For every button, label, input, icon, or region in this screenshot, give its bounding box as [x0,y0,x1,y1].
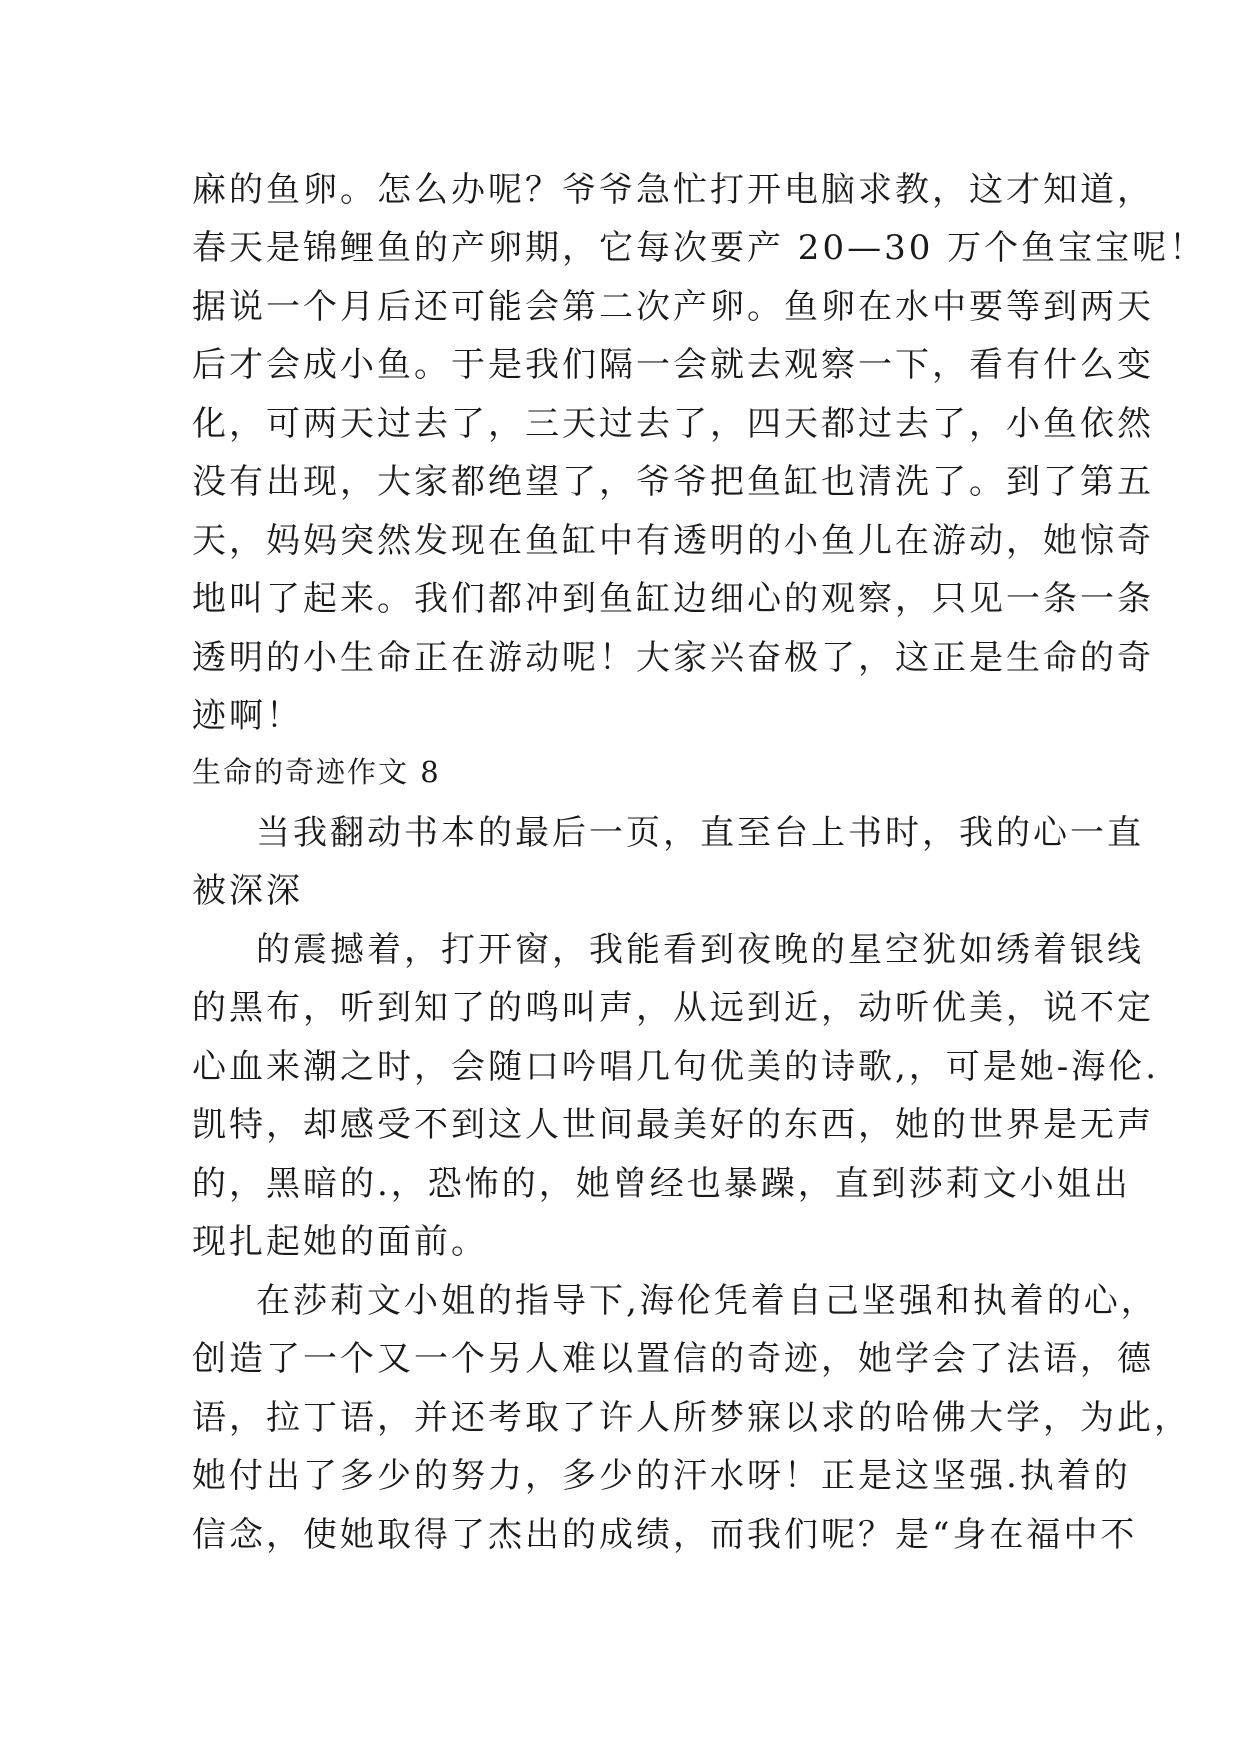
text-line: 后才会成小鱼。于是我们隔一会就去观察一下，看有什么变 [192,345,1154,385]
text-line: 信念，使她取得了杰出的成绩，而我们呢？是“身在福中不 [192,1515,1138,1555]
text-line: 语，拉丁语，并还考取了许人所梦寐以求的哈佛大学，为此， [192,1398,1191,1438]
text-line: 透明的小生命正在游动呢！大家兴奋极了，这正是生命的奇 [192,638,1154,678]
text-line: 天，妈妈突然发现在鱼缸中有透明的小鱼儿在游动，她惊奇 [192,521,1154,561]
text-line: 化，可两天过去了，三天过去了，四天都过去了，小鱼依然 [192,404,1154,444]
text-line: 凯特，却感受不到这人世间最美好的东西，她的世界是无声 [192,1105,1154,1145]
text-line: 据说一个月后还可能会第二次产卵。鱼卵在水中要等到两天 [192,287,1154,327]
text-line: 现扎起她的面前。 [192,1222,488,1262]
text-line: 迹啊！ [192,696,303,736]
text-line: 心血来潮之时，会随口吟唱几句优美的诗歌,，可是她-海伦. [192,1047,1160,1087]
text-line: 在莎莉文小姐的指导下,海伦凭着自己坚强和执着的心， [256,1281,1158,1321]
text-line: 当我翻动书本的最后一页，直至台上书时，我的心一直 [256,813,1144,853]
text-line: 创造了一个又一个另人难以置信的奇迹，她学会了法语，德 [192,1339,1154,1379]
text-line: 的黑布，听到知了的鸣叫声，从远到近，动听优美，说不定 [192,988,1154,1028]
text-line: 麻的鱼卵。怎么办呢？爷爷急忙打开电脑求教，这才知道， [192,170,1154,210]
text-line: 没有出现，大家都绝望了，爷爷把鱼缸也清洗了。到了第五 [192,462,1154,502]
text-line: 春天是锦鲤鱼的产卵期，它每次要产 20—30 万个鱼宝宝呢！ [192,228,1207,268]
text-line: 被深深 [192,871,303,911]
section-heading: 生命的奇迹作文 8 [192,755,441,789]
text-line: 的震撼着，打开窗，我能看到夜晚的星空犹如绣着银线 [256,930,1144,970]
text-line: 的，黑暗的.，恐怖的，她曾经也暴躁，直到莎莉文小姐出 [192,1164,1131,1204]
text-line: 她付出了多少的努力，多少的汗水呀！正是这坚强.执着的 [192,1456,1131,1496]
text-line: 地叫了起来。我们都冲到鱼缸边细心的观察，只见一条一条 [192,579,1154,619]
